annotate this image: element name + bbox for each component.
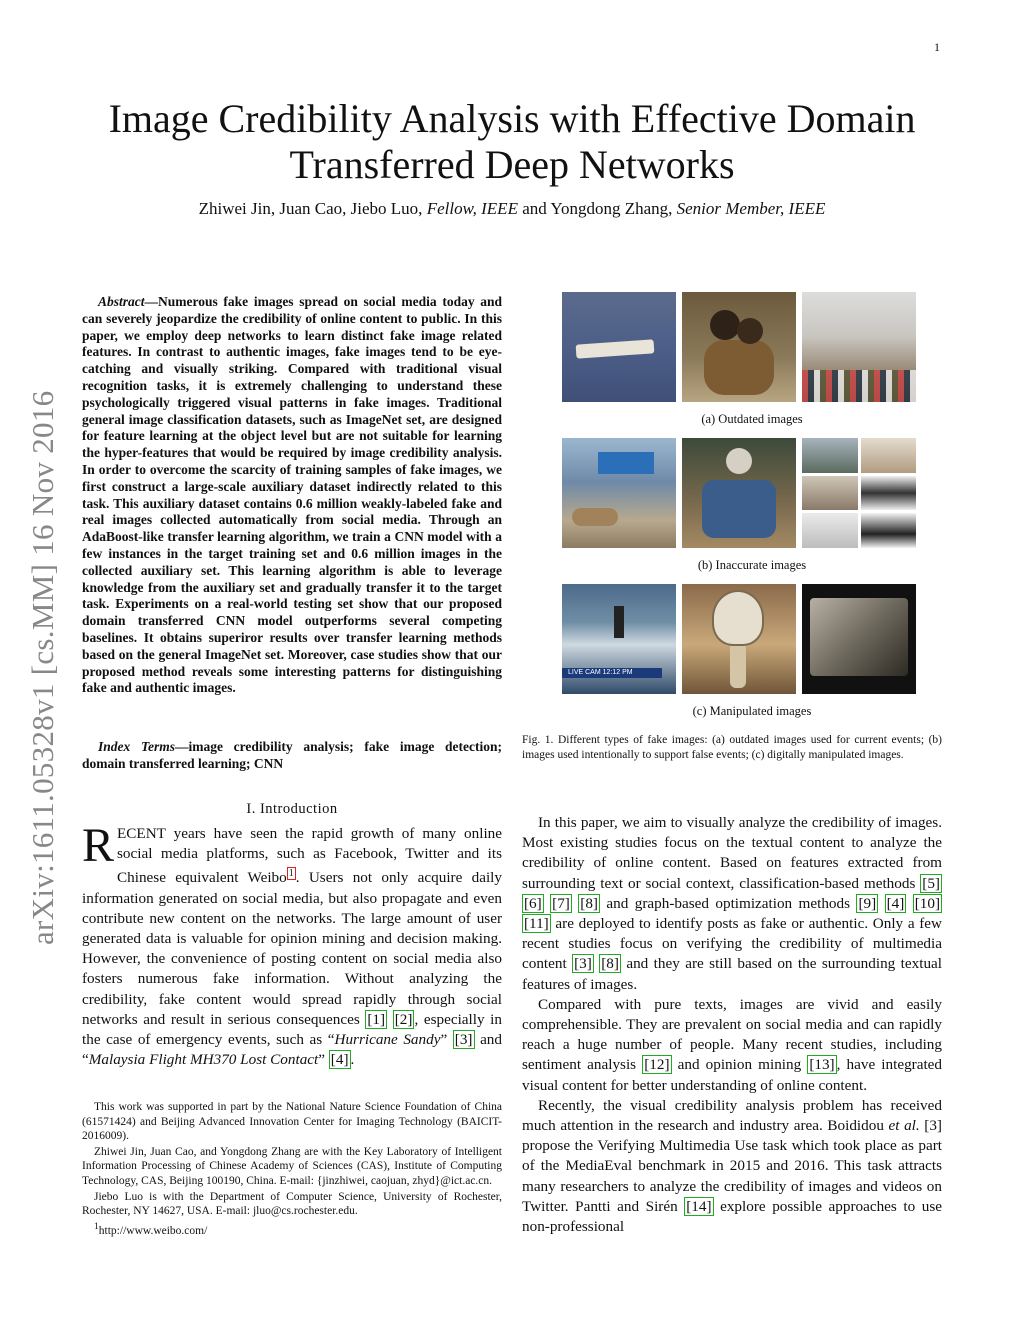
abstract-label: Abstract bbox=[98, 294, 145, 309]
citation-link[interactable]: [2] bbox=[394, 1010, 413, 1028]
paragraph bbox=[522, 995, 942, 1096]
intro-text: , especially in the case of emergency events, such as “ bbox=[82, 1010, 502, 1049]
citation-link[interactable]: [7] bbox=[552, 894, 570, 912]
footnote-affiliation-2: Jiebo Luo is with the Department of Computer Science, University of Rochester, Rochester, NY 14627, USA. E-mail: jluo@cs.rochester.edu. bbox=[82, 1190, 502, 1218]
citation-link[interactable]: [14] bbox=[686, 1197, 712, 1215]
intro-text: ” bbox=[440, 1031, 453, 1049]
body-text: In this paper, we aim to visually analyze the credibility of images. Most existing studies focus on the textual content to analyze the credibility of online content. Based on features extracted from surrounding text or social context, classification-based methods bbox=[522, 814, 942, 892]
intro-text: . bbox=[350, 1051, 355, 1069]
image-plane-crash bbox=[562, 292, 676, 402]
abstract bbox=[82, 294, 502, 697]
author-list bbox=[80, 199, 944, 219]
citation-link[interactable]: [4] bbox=[330, 1051, 349, 1069]
figure-row-inaccurate bbox=[562, 438, 942, 548]
authors-role-a: Fellow, IEEE bbox=[426, 199, 518, 218]
index-terms-label: Index Terms bbox=[98, 739, 175, 754]
citation-link[interactable]: [8] bbox=[601, 955, 619, 973]
citation-link[interactable]: [11] bbox=[524, 915, 549, 933]
image-elderly-crowd bbox=[682, 438, 796, 548]
intro-text: . Users not only acquire daily information generated on social media, but also propagate and even contribute new content on the networks. The large amount of user generated data is valuable for opinion mining and decision making. However, the convenience of posting content on social media also fosters numerous fake information. Without analyzing the credibility, fake content would spread rapidly through social networks and result in serious consequences bbox=[82, 869, 502, 1028]
image-tidal-wave-crowd bbox=[802, 292, 916, 402]
footnote-link[interactable]: 1 bbox=[288, 868, 294, 880]
section-heading-introduction: I. Introduction bbox=[246, 801, 338, 817]
arxiv-identifier[interactable]: arXiv:1611.05328v1 [cs.MM] 16 Nov 2016 bbox=[25, 390, 60, 945]
authors-role-b: Senior Member, IEEE bbox=[676, 199, 826, 218]
footnote-weibo-url[interactable]: http://www.weibo.com/ bbox=[98, 1224, 208, 1237]
drop-cap: R bbox=[82, 819, 115, 872]
authors-names-b: and Yongdong Zhang, bbox=[517, 199, 677, 218]
footnote-weibo bbox=[82, 1220, 502, 1238]
subcaption-a: (a) Outdated images bbox=[701, 412, 803, 426]
index-terms bbox=[82, 739, 502, 773]
citation-link[interactable]: [6] bbox=[524, 894, 542, 912]
image-manipulated-creature bbox=[802, 584, 916, 694]
figure-row-outdated bbox=[562, 292, 942, 402]
body-text: are deployed to identify posts as fake or authentic. Only a few recent studies focus on verifying the credibility of multimedia content bbox=[522, 915, 942, 973]
citation-link[interactable]: [10] bbox=[914, 894, 941, 912]
index-terms-text: —image credibility analysis; fake image detection; domain transferred learning; CNN bbox=[82, 739, 502, 771]
intro-text: ” bbox=[318, 1051, 329, 1069]
body-text: , have integrated visual content for better understanding of online content. bbox=[522, 1056, 943, 1094]
body-text: and they are still based on the surrounding textual features of images. bbox=[522, 955, 943, 993]
body-text: explore possible approaches to use non-professional bbox=[522, 1197, 942, 1236]
subcaption-b: (b) Inaccurate images bbox=[697, 558, 807, 572]
body-text: and opinion mining bbox=[671, 1056, 808, 1074]
figure-caption: Fig. 1. Different types of fake images: (a) outdated images used for current events; (b) images used intentionally to support false events; (c) digitally manipulated images. bbox=[522, 734, 942, 761]
footnotes bbox=[82, 1100, 502, 1239]
event-name: Malaysia Flight MH370 Lost Contact bbox=[88, 1051, 319, 1069]
image-cobra bbox=[682, 584, 796, 694]
authors-names-a: Zhiwei Jin, Juan Cao, Jiebo Luo, bbox=[198, 199, 427, 218]
body-text: and graph-based optimization methods bbox=[600, 894, 857, 912]
citation-link[interactable]: [3] bbox=[574, 955, 592, 973]
citation-link[interactable]: [12] bbox=[644, 1056, 670, 1074]
figure-1 bbox=[562, 292, 942, 730]
citation-link[interactable]: [9] bbox=[858, 894, 877, 912]
paper-title bbox=[80, 96, 944, 188]
intro-text: and “ bbox=[82, 1031, 502, 1069]
citation-link[interactable]: [3] bbox=[454, 1031, 473, 1049]
image-street-camel bbox=[562, 438, 676, 548]
image-statue-liberty-storm bbox=[562, 584, 676, 694]
footnote-affiliation-1: Zhiwei Jin, Juan Cao, and Yongdong Zhang are with the Key Laboratory of Intelligent Information Processing of Chinese Academy of Sciences (CAS), Institute of Computing Technology, CAS, Beijing 100190, China. E-mail: {jinzhiwei, caojuan, zhyd}@ict.ac.cn. bbox=[82, 1145, 502, 1187]
citation-link[interactable]: [5] bbox=[922, 874, 940, 892]
right-column-text bbox=[522, 813, 942, 1237]
intro-text: ECENT years have seen the rapid growth of many online social media platforms, such as Facebook, Twitter and its Chinese equivalent Weibo bbox=[117, 825, 502, 887]
abstract-text: —Numerous fake images spread on social media today and can severely jeopardize the credibility of online content to public. In this paper, we employ deep networks to learn distinct fake image related features. In contrast to authentic images, fake images tend to be eye-catching and visually striking. Compared with traditional visual recognition tasks, it is extremely challenging to understand these psychologically triggered visual patterns in fake images. Traditional general image classification datasets, such as ImageNet set, are designed for feature learning at the object level but are not suitable for learning the hyper-features that would be required by image credibility analysis. In order to overcome the scarcity of training samples of fake images, we first construct a large-scale auxiliary dataset indirectly related to this task. This auxiliary dataset contains 0.6 million weakly-labeled fake and real images collected automatically from social media. Through an AdaBoost-like transfer learning algorithm, we train a CNN model with a few instances in the target training set and 0.6 million images in the collected auxiliary set. This learning algorithm is able to leverage knowledge from the auxiliary set and gradually transfer it to the target task. Experiments on a real-world testing set show that our proposed domain transferred CNN model outperforms several competing baselines. It obtains superiror results over transfer learning methods based on the general ImageNet set. Moreover, case studies show that our proposed method reveals some interesting patterns for distinguishing fake and authentic images. bbox=[82, 294, 502, 696]
paragraph bbox=[522, 813, 942, 995]
body-text: [3] propose the Verifying Multimedia Use task which took place as part of the MediaEval benchmark in 2015 and 2016. This task attracts many researchers to analyze the credibility of images and videos on Twitter. Pantti and Sirén bbox=[522, 1117, 942, 1215]
body-text: Compared with pure texts, images are vivid and easily comprehensible. They are prevalent on social media and can rapidly reach a huge number of people. Many recent studies, including sentiment analysis bbox=[522, 995, 942, 1074]
footnote-funding: This work was supported in part by the National Nature Science Foundation of China (61571424) and Beijing Advanced Innovation Center for Imaging Technology (BAICIT-2016009). bbox=[82, 1101, 502, 1143]
title-line-1: Image Credibility Analysis with Effective Domain bbox=[108, 96, 916, 141]
citation-link[interactable]: [1] bbox=[367, 1010, 386, 1028]
figure-row-manipulated bbox=[562, 584, 942, 694]
introduction-paragraph bbox=[82, 819, 502, 1071]
citation-link[interactable]: [13] bbox=[809, 1056, 835, 1074]
citation-link[interactable]: [4] bbox=[886, 894, 905, 912]
image-collage-grid bbox=[802, 438, 916, 548]
event-name: Hurricane Sandy bbox=[334, 1031, 441, 1049]
live-cam-banner: LIVE CAM 12:12 PM bbox=[562, 668, 662, 678]
citation-link[interactable]: [8] bbox=[580, 894, 598, 912]
footnote-weibo-mark: 1 bbox=[94, 1220, 99, 1232]
title-line-2: Transferred Deep Networks bbox=[289, 142, 735, 187]
subcaption-c: (c) Manipulated images bbox=[692, 704, 812, 718]
paragraph bbox=[522, 1096, 942, 1237]
page-number: 1 bbox=[934, 40, 940, 54]
body-text: Recently, the visual credibility analysis problem has received much attention in the research and industry area. Boididou bbox=[522, 1096, 942, 1135]
image-children-hugging bbox=[682, 292, 796, 402]
et-al: et al. bbox=[888, 1117, 920, 1135]
